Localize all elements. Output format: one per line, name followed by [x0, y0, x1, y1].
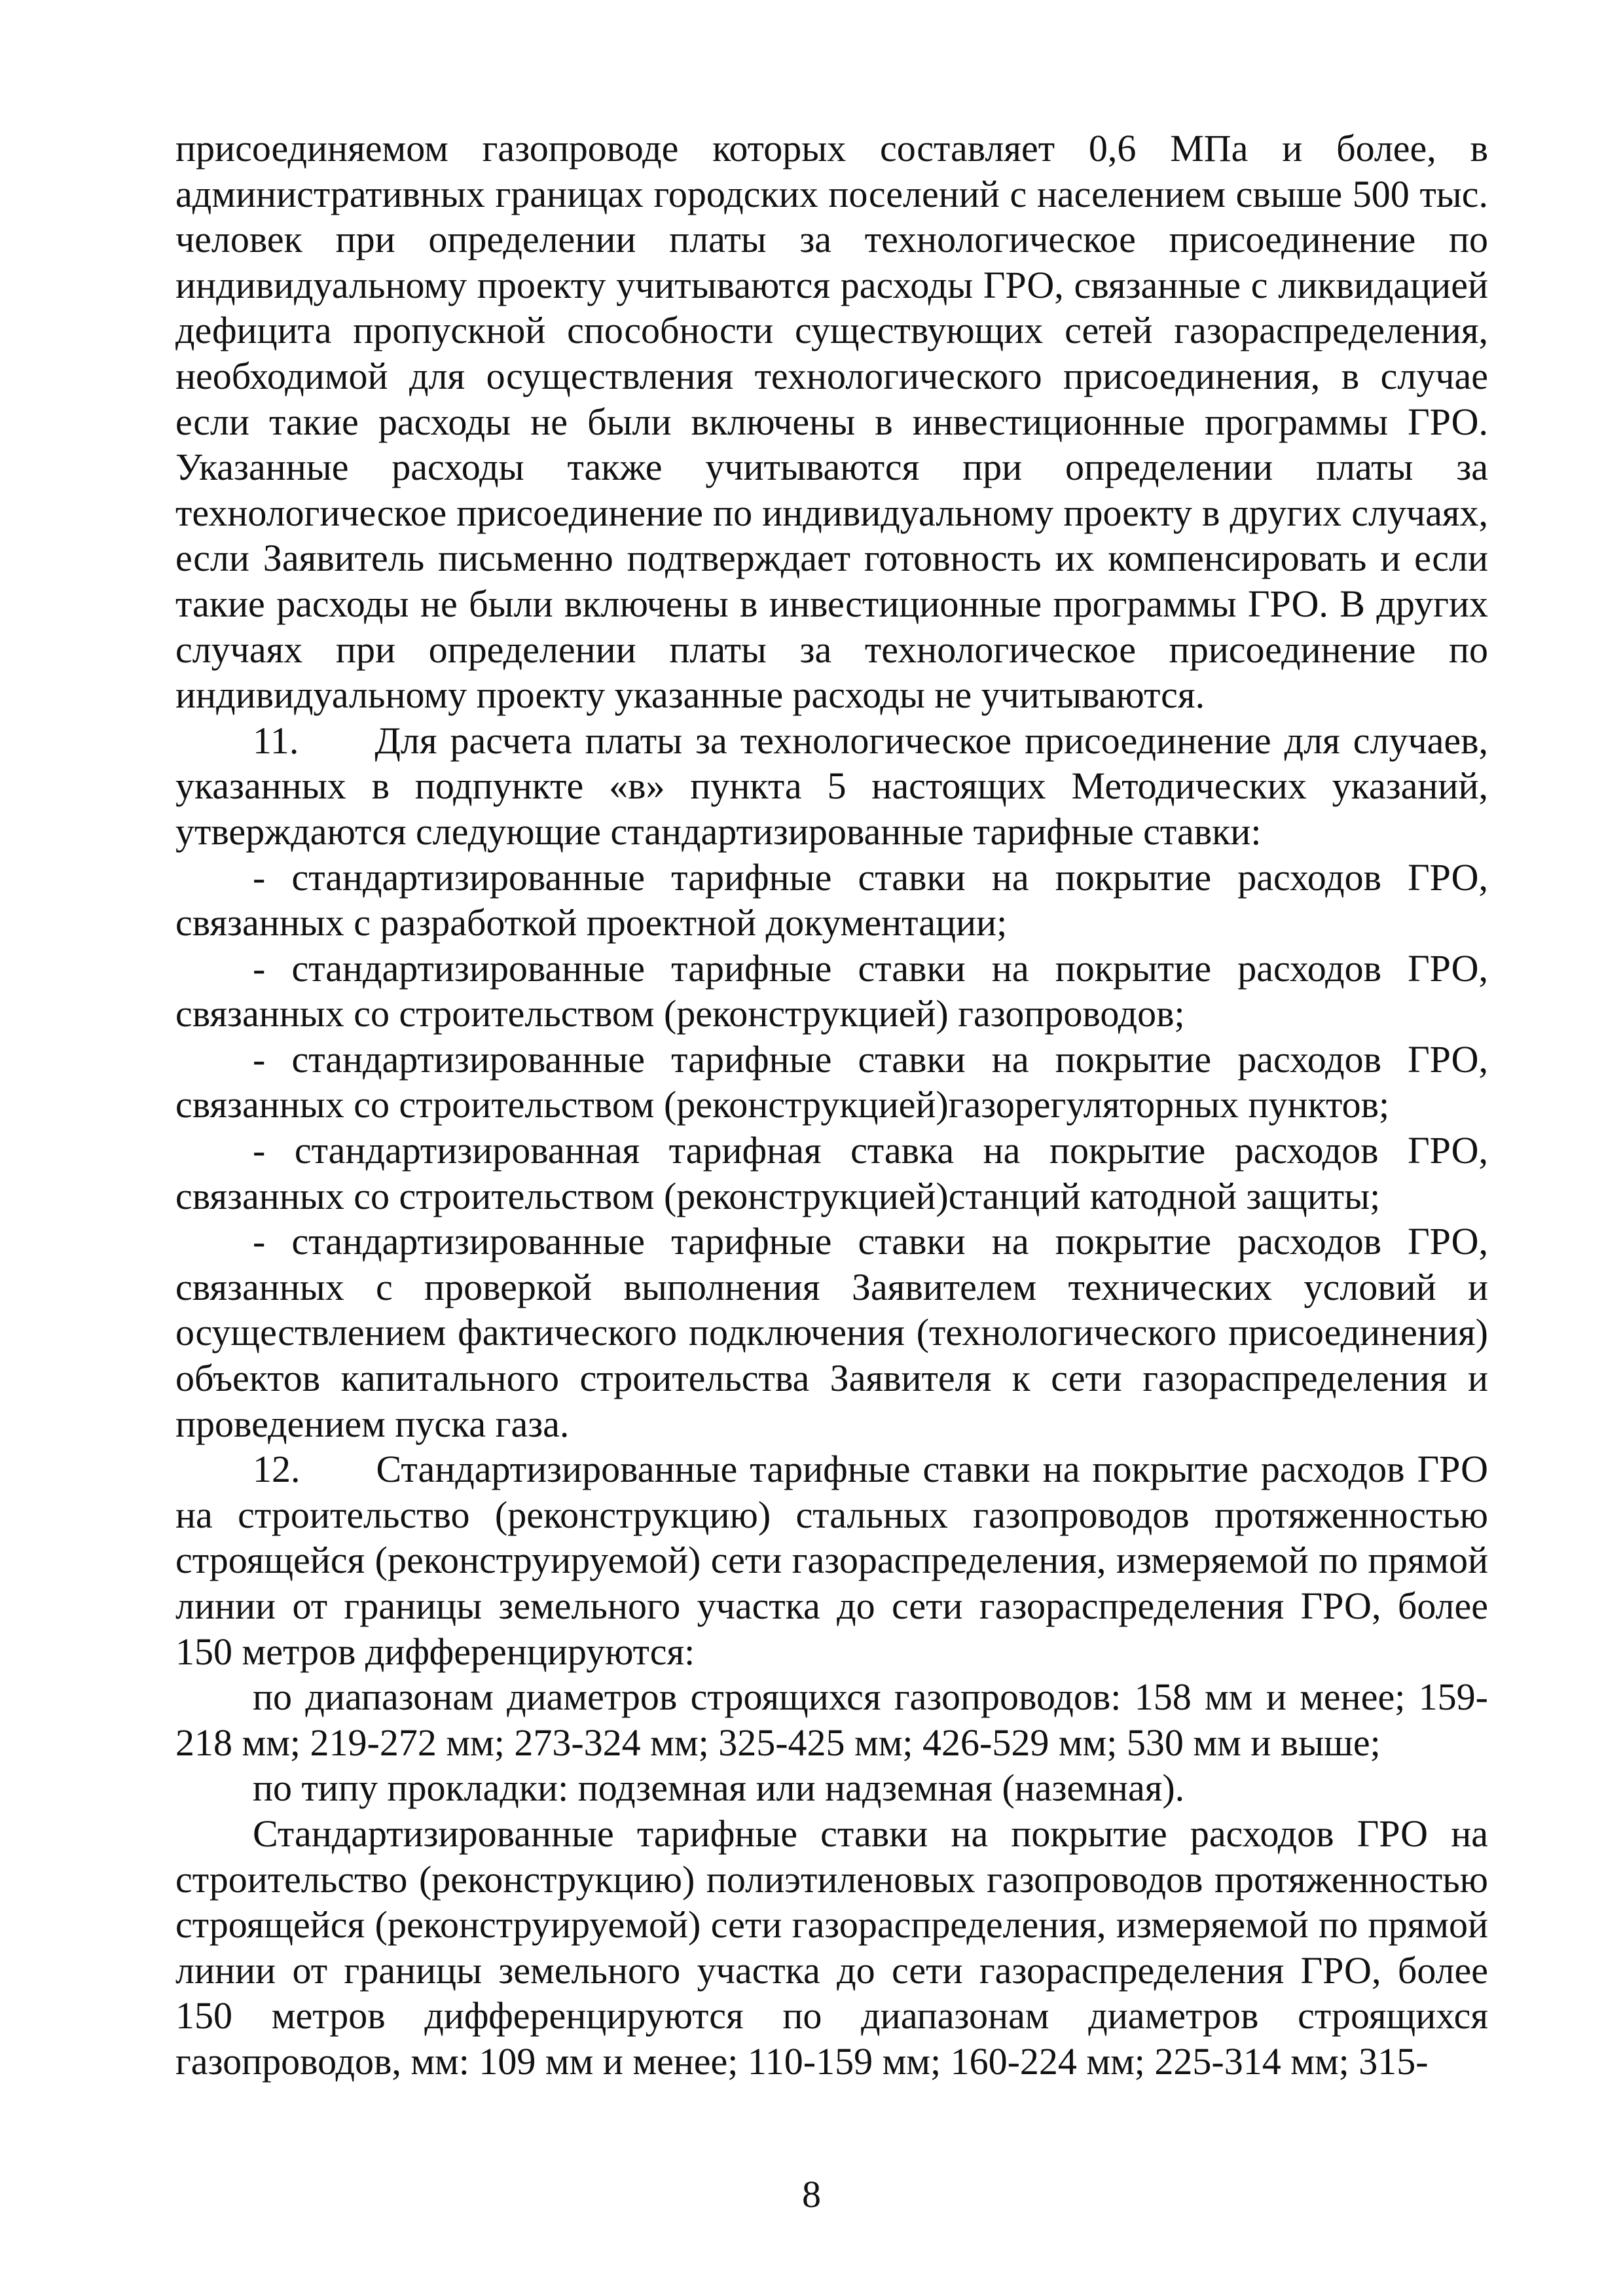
list-item-cathodic-protection: - стандартизированная тарифная ставка на покрытие расходов ГРО, связанных со строительством (реконструкцией)станций катодной защиты; [175, 1129, 1488, 1217]
list-item-connection-check: - стандартизированные тарифные ставки на покрытие расходов ГРО, связанных с проверкой выполнения Заявителем технических условий и осуществлением фактического подключения (технологического присоединения) объектов капитального строительства Заявителя к сети газораспределения и проведением пуска газа. [175, 1220, 1488, 1445]
list-item-gas-regulator-points: - стандартизированные тарифные ставки на покрытие расходов ГРО, связанных со строительством (реконструкцией)газорегуляторных пунктов; [175, 1037, 1488, 1126]
page-number: 8 [802, 2173, 821, 2215]
paragraph-continuation: присоединяемом газопроводе которых составляет 0,6 МПа и более, в административных границах городских поселений с населением свыше 500 тыс. человек при определении платы за технологическое присоединение по индивидуальному проекту учитываются расходы ГРО, связанные с ликвидацией дефицита пропускной способности существующих сетей газораспределения, необходимой для осуществления технологического присоединения, в случае если такие расходы не были включены в инвестиционные программы ГРО. Указанные расходы также учитываются при определении платы за технологическое присоединение по индивидуальному проекту в других случаях, если Заявитель письменно подтверждает готовность их компенсировать и если такие расходы не были включены в инвестиционные программы ГРО. В других случаях при определении платы за технологическое присоединение по индивидуальному проекту указанные расходы не учитываются. [175, 127, 1488, 717]
paragraph-laying-type: по типу прокладки: подземная или надземная (наземная). [253, 1767, 1185, 1810]
paragraph-diameter-ranges: по диапазонам диаметров строящихся газопроводов: 158 мм и менее; 159-218 мм; 219-272 мм; 273-324 мм; 325-425 мм; 426-529 мм; 530 мм и выше; [175, 1676, 1488, 1764]
paragraph-item-11: 11. Для расчета платы за технологическое присоединение для случаев, указанных в подпункте «в» пункта 5 настоящих Методических указаний, утверждаются следующие стандартизированные тарифные ставки: [175, 719, 1488, 853]
list-item-pipelines: - стандартизированные тарифные ставки на покрытие расходов ГРО, связанных со строительством (реконструкцией) газопроводов; [175, 946, 1488, 1035]
list-item-design-docs: - стандартизированные тарифные ставки на покрытие расходов ГРО, связанных с разработкой проектной документации; [175, 855, 1488, 944]
paragraph-item-12: 12. Стандартизированные тарифные ставки на покрытие расходов ГРО на строительство (реконструкцию) стальных газопроводов протяженностью строящейся (реконструируемой) сети газораспределения, измеряемой по прямой линии от границы земельного участка до сети газораспределения ГРО, более 150 метров дифференцируются: [175, 1448, 1488, 1673]
document-body [175, 126, 1488, 2085]
paragraph-polyethylene: Стандартизированные тарифные ставки на покрытие расходов ГРО на строительство (реконструкцию) полиэтиленовых газопроводов протяженностью строящейся (реконструируемой) сети газораспределения, измеряемой по прямой линии от границы земельного участка до сети газораспределения ГРО, более 150 метров дифференцируются по диапазонам диаметров строящихся газопроводов, мм: 109 мм и менее; 110-159 мм; 160-224 мм; 225-314 мм; 315- [175, 1812, 1488, 2083]
